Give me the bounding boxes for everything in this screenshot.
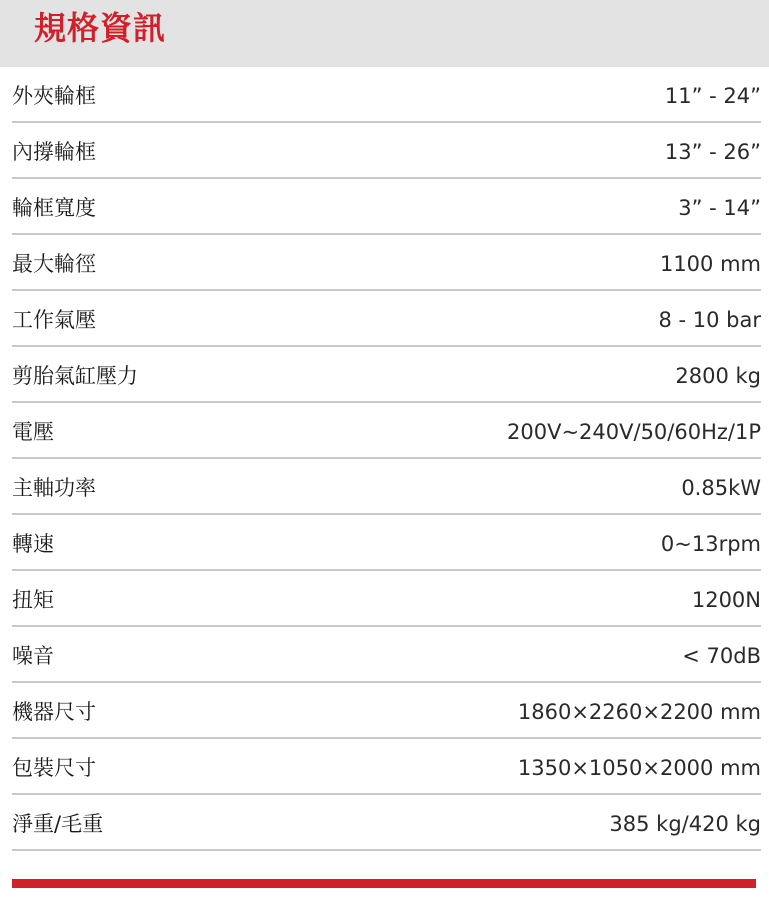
spec-value: 1350×1050×2000 mm bbox=[517, 756, 761, 780]
spec-row bbox=[12, 627, 761, 683]
accent-bar bbox=[12, 879, 756, 888]
spec-label: 主軸功率 bbox=[12, 476, 96, 500]
spec-label: 輪框寬度 bbox=[12, 196, 96, 220]
spec-row bbox=[12, 179, 761, 235]
spec-row bbox=[12, 235, 761, 291]
spec-value: 1860×2260×2200 mm bbox=[517, 700, 761, 724]
spec-row bbox=[12, 123, 761, 179]
spec-value: 0~13rpm bbox=[660, 532, 761, 556]
spec-value: 13” - 26” bbox=[664, 140, 761, 164]
spec-value: 0.85kW bbox=[681, 476, 761, 500]
section-header bbox=[0, 0, 769, 67]
spec-value: 2800 kg bbox=[675, 364, 761, 388]
spec-value: 3” - 14” bbox=[678, 196, 761, 220]
spec-row bbox=[12, 291, 761, 347]
spec-label: 淨重/毛重 bbox=[12, 812, 104, 836]
section-title: 規格資訊 bbox=[34, 9, 167, 47]
spec-label: 噪音 bbox=[12, 644, 54, 668]
spec-row bbox=[12, 795, 761, 851]
spec-row bbox=[12, 515, 761, 571]
spec-label: 工作氣壓 bbox=[12, 308, 96, 332]
spec-value: 385 kg/420 kg bbox=[609, 812, 761, 836]
spec-value: 200V~240V/50/60Hz/1P bbox=[507, 420, 761, 444]
spec-table bbox=[0, 67, 769, 851]
spec-label: 機器尺寸 bbox=[12, 700, 96, 724]
spec-row bbox=[12, 347, 761, 403]
spec-row bbox=[12, 403, 761, 459]
spec-label: 內撐輪框 bbox=[12, 140, 96, 164]
spec-value: 11” - 24” bbox=[664, 84, 761, 108]
spec-label: 包裝尺寸 bbox=[12, 756, 96, 780]
spec-value: < 70dB bbox=[682, 644, 761, 668]
spec-row bbox=[12, 459, 761, 515]
spec-value: 1200N bbox=[691, 588, 761, 612]
spec-label: 最大輪徑 bbox=[12, 252, 96, 276]
spec-label: 轉速 bbox=[12, 532, 54, 556]
spec-label: 外夾輪框 bbox=[12, 84, 96, 108]
spec-row bbox=[12, 739, 761, 795]
spec-row bbox=[12, 683, 761, 739]
spec-row bbox=[12, 571, 761, 627]
spec-label: 剪胎氣缸壓力 bbox=[12, 364, 138, 388]
spec-value: 1100 mm bbox=[659, 252, 761, 276]
spec-row bbox=[12, 67, 761, 123]
spec-label: 電壓 bbox=[12, 420, 54, 444]
spec-label: 扭矩 bbox=[12, 588, 54, 612]
spec-value: 8 - 10 bar bbox=[658, 308, 761, 332]
